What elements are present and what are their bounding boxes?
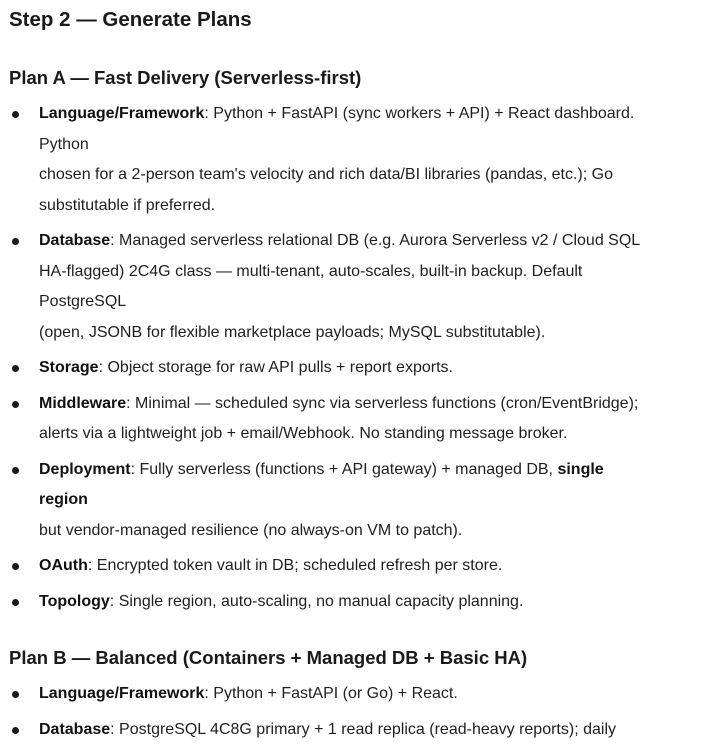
list-item [9, 455, 689, 547]
plan-a-list [9, 99, 689, 617]
item-text: : Python + FastAPI (sync workers + API) + React dashboard. [204, 105, 635, 122]
list-item [9, 353, 689, 384]
bullet-icon [12, 727, 19, 734]
item-text: chosen for a 2-person team's velocity and rich data/BI libraries (pandas, etc.); Go [39, 166, 613, 183]
item-label: Language/Framework [39, 685, 205, 702]
item-label: Middleware [39, 394, 127, 412]
item-text: : Single region, auto-scaling, no manual capacity planning. [109, 592, 524, 610]
plan-b-list [9, 679, 689, 745]
item-text: : Managed serverless relational DB (e.g. Aurora Serverless v2 / Cloud SQL [110, 232, 641, 249]
step-heading: Step 2 — Generate Plans [9, 8, 252, 31]
list-item [9, 587, 689, 618]
bullet-icon [12, 563, 19, 570]
item-text: : Fully serverless (functions + API gateway) + managed DB, [130, 460, 553, 478]
item-text: (open, JSONB for flexible marketplace payloads; MySQL substitutable). [39, 323, 546, 341]
item-label: Storage [39, 359, 99, 376]
item-label: Database [39, 720, 111, 738]
bullet-icon [12, 111, 19, 118]
plan-b-title: Plan B — Balanced (Containers + Managed DB + Basic HA) [9, 647, 528, 668]
item-text: substitutable if preferred. [39, 196, 216, 214]
plan-a-title: Plan A — Fast Delivery (Serverless-first) [9, 67, 362, 88]
item-label: OAuth [39, 557, 88, 574]
item-text: : Encrypted token vault in DB; scheduled refresh per store. [87, 557, 503, 574]
item-label: Deployment [39, 460, 131, 478]
list-item [9, 389, 689, 450]
item-text: HA-flagged) 2C4G class — multi-tenant, auto-scales, built-in backup. Default [39, 262, 583, 280]
item-emphasis: single [557, 460, 604, 478]
item-emphasis: region [39, 491, 88, 508]
bullet-icon [12, 365, 19, 372]
bullet-icon [12, 238, 19, 245]
item-text: PostgreSQL [39, 293, 127, 310]
bullet-icon [12, 467, 19, 474]
list-item [9, 715, 689, 746]
item-text: but vendor-managed resilience (no always-on VM to patch). [39, 521, 463, 539]
item-text: : PostgreSQL 4C8G primary + 1 read replica (read-heavy reports); daily [110, 720, 616, 738]
item-text: : Python + FastAPI (or Go) + React. [204, 685, 458, 702]
item-text: : Object storage for raw API pulls + report exports. [98, 359, 453, 376]
item-text: : Minimal — scheduled sync via serverless functions (cron/EventBridge); [126, 394, 639, 412]
item-label: Topology [39, 592, 110, 610]
bullet-icon [12, 401, 19, 408]
item-text: alerts via a lightweight job + email/Webhook. No standing message broker. [39, 425, 568, 442]
list-item [9, 679, 689, 710]
list-item [9, 551, 689, 582]
item-label: Language/Framework [39, 105, 205, 122]
list-item [9, 99, 689, 221]
bullet-icon [12, 599, 19, 606]
list-item [9, 226, 689, 348]
item-text: Python [39, 135, 89, 153]
item-label: Database [39, 232, 111, 249]
bullet-icon [12, 691, 19, 698]
